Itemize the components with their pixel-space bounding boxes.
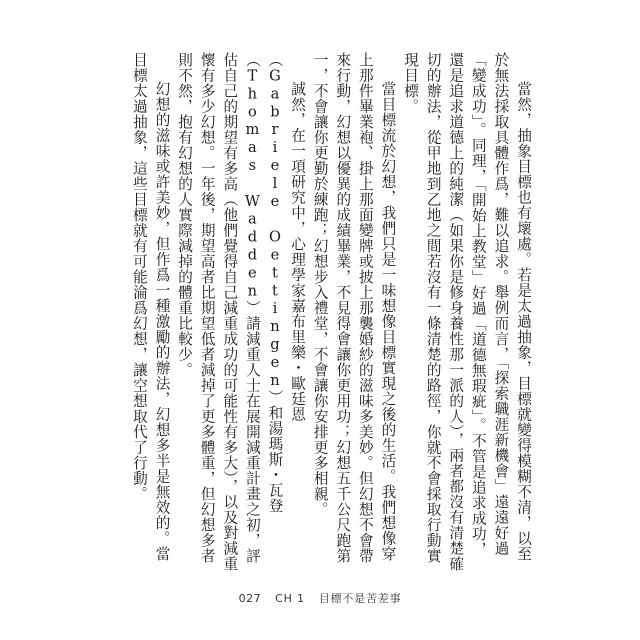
chapter-title: 目標不是苦差事 — [318, 592, 402, 605]
paragraph-2: 當目標流於幻想，我們只是一味想像目標實現之後的生活。我們想像穿上那件畢業袍、掛上那面變牌或披上那襲婚紗的滋味多美妙。但幻想不會帶來行動，幻想以優異的成績畢業，不見得會讓你更用功；幻想五千公尺跑第一，不會讓你更勤於練跑；幻想步入禮堂，不會讓你安排更多相親。 — [311, 52, 397, 564]
page-number: 027 — [238, 591, 262, 605]
chapter-label: CH 1 — [275, 591, 305, 605]
paragraph-3: 誠然，在一項研究中，心理學家嘉布里樂・歐廷恩（Gabriele Oettingen）和湯瑪斯・瓦登（Thomas Wadden）請減重人士在展開減重計畫之初，評估自己的期望有多高（他們覺得自己減重成功的可能性有多大），以及對減重懷有多少幻想。一年後，期望高者比期望低者減掉了更多體重，但幻想多者則不然，抱有幻想的人實際減掉的體重比較少。 — [176, 52, 307, 572]
paragraph-4: 幻想的滋味或許美妙，但作爲一種激勵的辦法，幻想多半是無效的。當目標太過抽象，這些目標就有可能淪爲幻想，讓空想取代了行動。 — [130, 52, 171, 562]
page-footer — [0, 588, 640, 608]
paragraph-1: 當然，抽象目標也有壞處。若是太過抽象，目標就變得模糊不清，以至於無法採取具體作爲，難以追求。舉例而言，「探索職涯新機會」遠遠好過「變成功」。同理，「開始上教堂」好過「道德無瑕疵」。不管是追求成功，還是追求道德上的純潔（如果你是修身養性那一派的人），兩者都沒有清楚確切的辦法，從甲地到乙地之間若沒有一條清楚的路徑，你就不會採取行動實現目標。 — [402, 52, 532, 572]
body-text — [112, 52, 534, 572]
